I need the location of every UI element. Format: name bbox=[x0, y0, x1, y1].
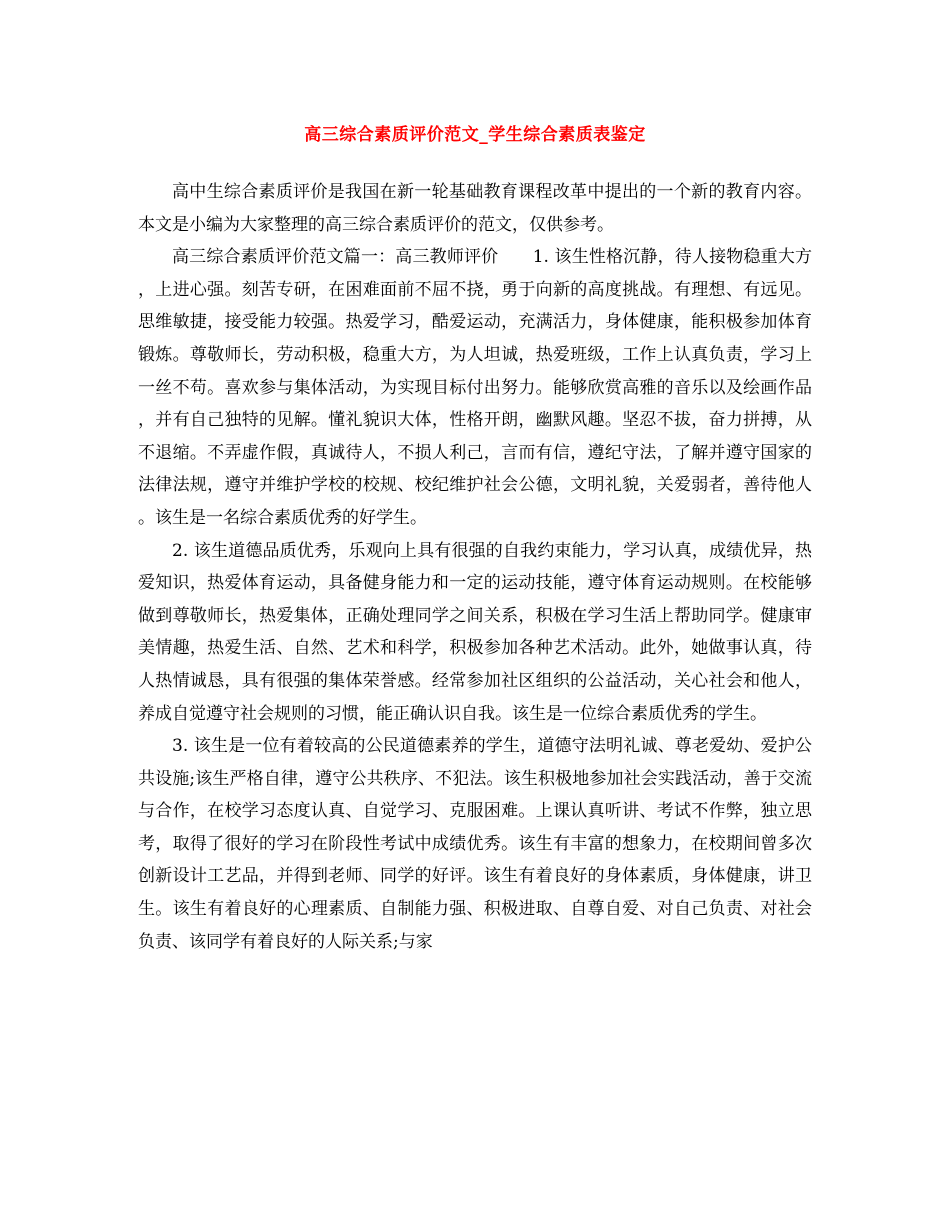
paragraph-sample-1: 高三综合素质评价范文篇一：高三教师评价 1. 该生性格沉静，待人接物稳重大方，上进心强。刻苦专研，在困难面前不屈不挠，勇于向新的高度挑战。有理想、有远见。思维敏捷，接受能力较强。热爱学习，酷爱运动，充满活力，身体健康，能积极参加体育锻炼。尊敬师长，劳动积极，稳重大方，为人坦诚，热爱班级，工作上认真负责，学习上一丝不苟。喜欢参与集体活动，为实现目标付出努力。能够欣赏高雅的音乐以及绘画作品，并有自己独特的见解。懂礼貌识大体，性格开朗，幽默风趣。坚忍不拔，奋力拼搏，从不退缩。不弄虚作假，真诚待人，不损人利己，言而有信，遵纪守法，了解并遵守国家的法律法规，遵守并维护学校的校规、校纪维护社会公德，文明礼貌，关爱弱者，善待他人。该生是一名综合素质优秀的好学生。 bbox=[138, 247, 812, 528]
paragraph-sample-2: 2. 该生道德品质优秀，乐观向上具有很强的自我约束能力，学习认真，成绩优异，热爱知识，热爱体育运动，具备健身能力和一定的运动技能，遵守体育运动规则。在校能够做到尊敬师长，热爱集体，正确处理同学之间关系，积极在学习生活上帮助同学。健康审美情趣，热爱生活、自然、艺术和科学，积极参加各种艺术活动。此外，她做事认真，待人热情诚恳，具有很强的集体荣誉感。经常参加社区组织的公益活动，关心社会和他人，养成自觉遵守社会规则的习惯，能正确认识自我。该生是一位综合素质优秀的学生。 bbox=[138, 540, 812, 724]
page-title: 高三综合素质评价范文_学生综合素质表鉴定 bbox=[304, 125, 646, 145]
paragraph-sample-3: 3. 该生是一位有着较高的公民道德素养的学生，道德守法明礼诚、尊老爱幼、爱护公共设施;该生严格自律，遵守公共秩序、不犯法。该生积极地参加社会实践活动，善于交流与合作，在校学习态度认真、自觉学习、克服困难。上课认真听讲、考试不作弊，独立思考，取得了很好的学习在阶段性考试中成绩优秀。该生有丰富的想象力，在校期间曾多次创新设计工艺品，并得到老师、同学的好评。该生有着良好的身体素质，身体健康，讲卫生。该生有着良好的心理素质、自制能力强、积极进取、自尊自爱、对自己负责、对社会负责、该同学有着良好的人际关系;与家 bbox=[138, 736, 812, 952]
paragraph-intro: 高中生综合素质评价是我国在新一轮基础教育课程改革中提出的一个新的教育内容。本文是小编为大家整理的高三综合素质评价的范文，仅供参考。 bbox=[138, 182, 812, 235]
document-body bbox=[138, 176, 812, 958]
